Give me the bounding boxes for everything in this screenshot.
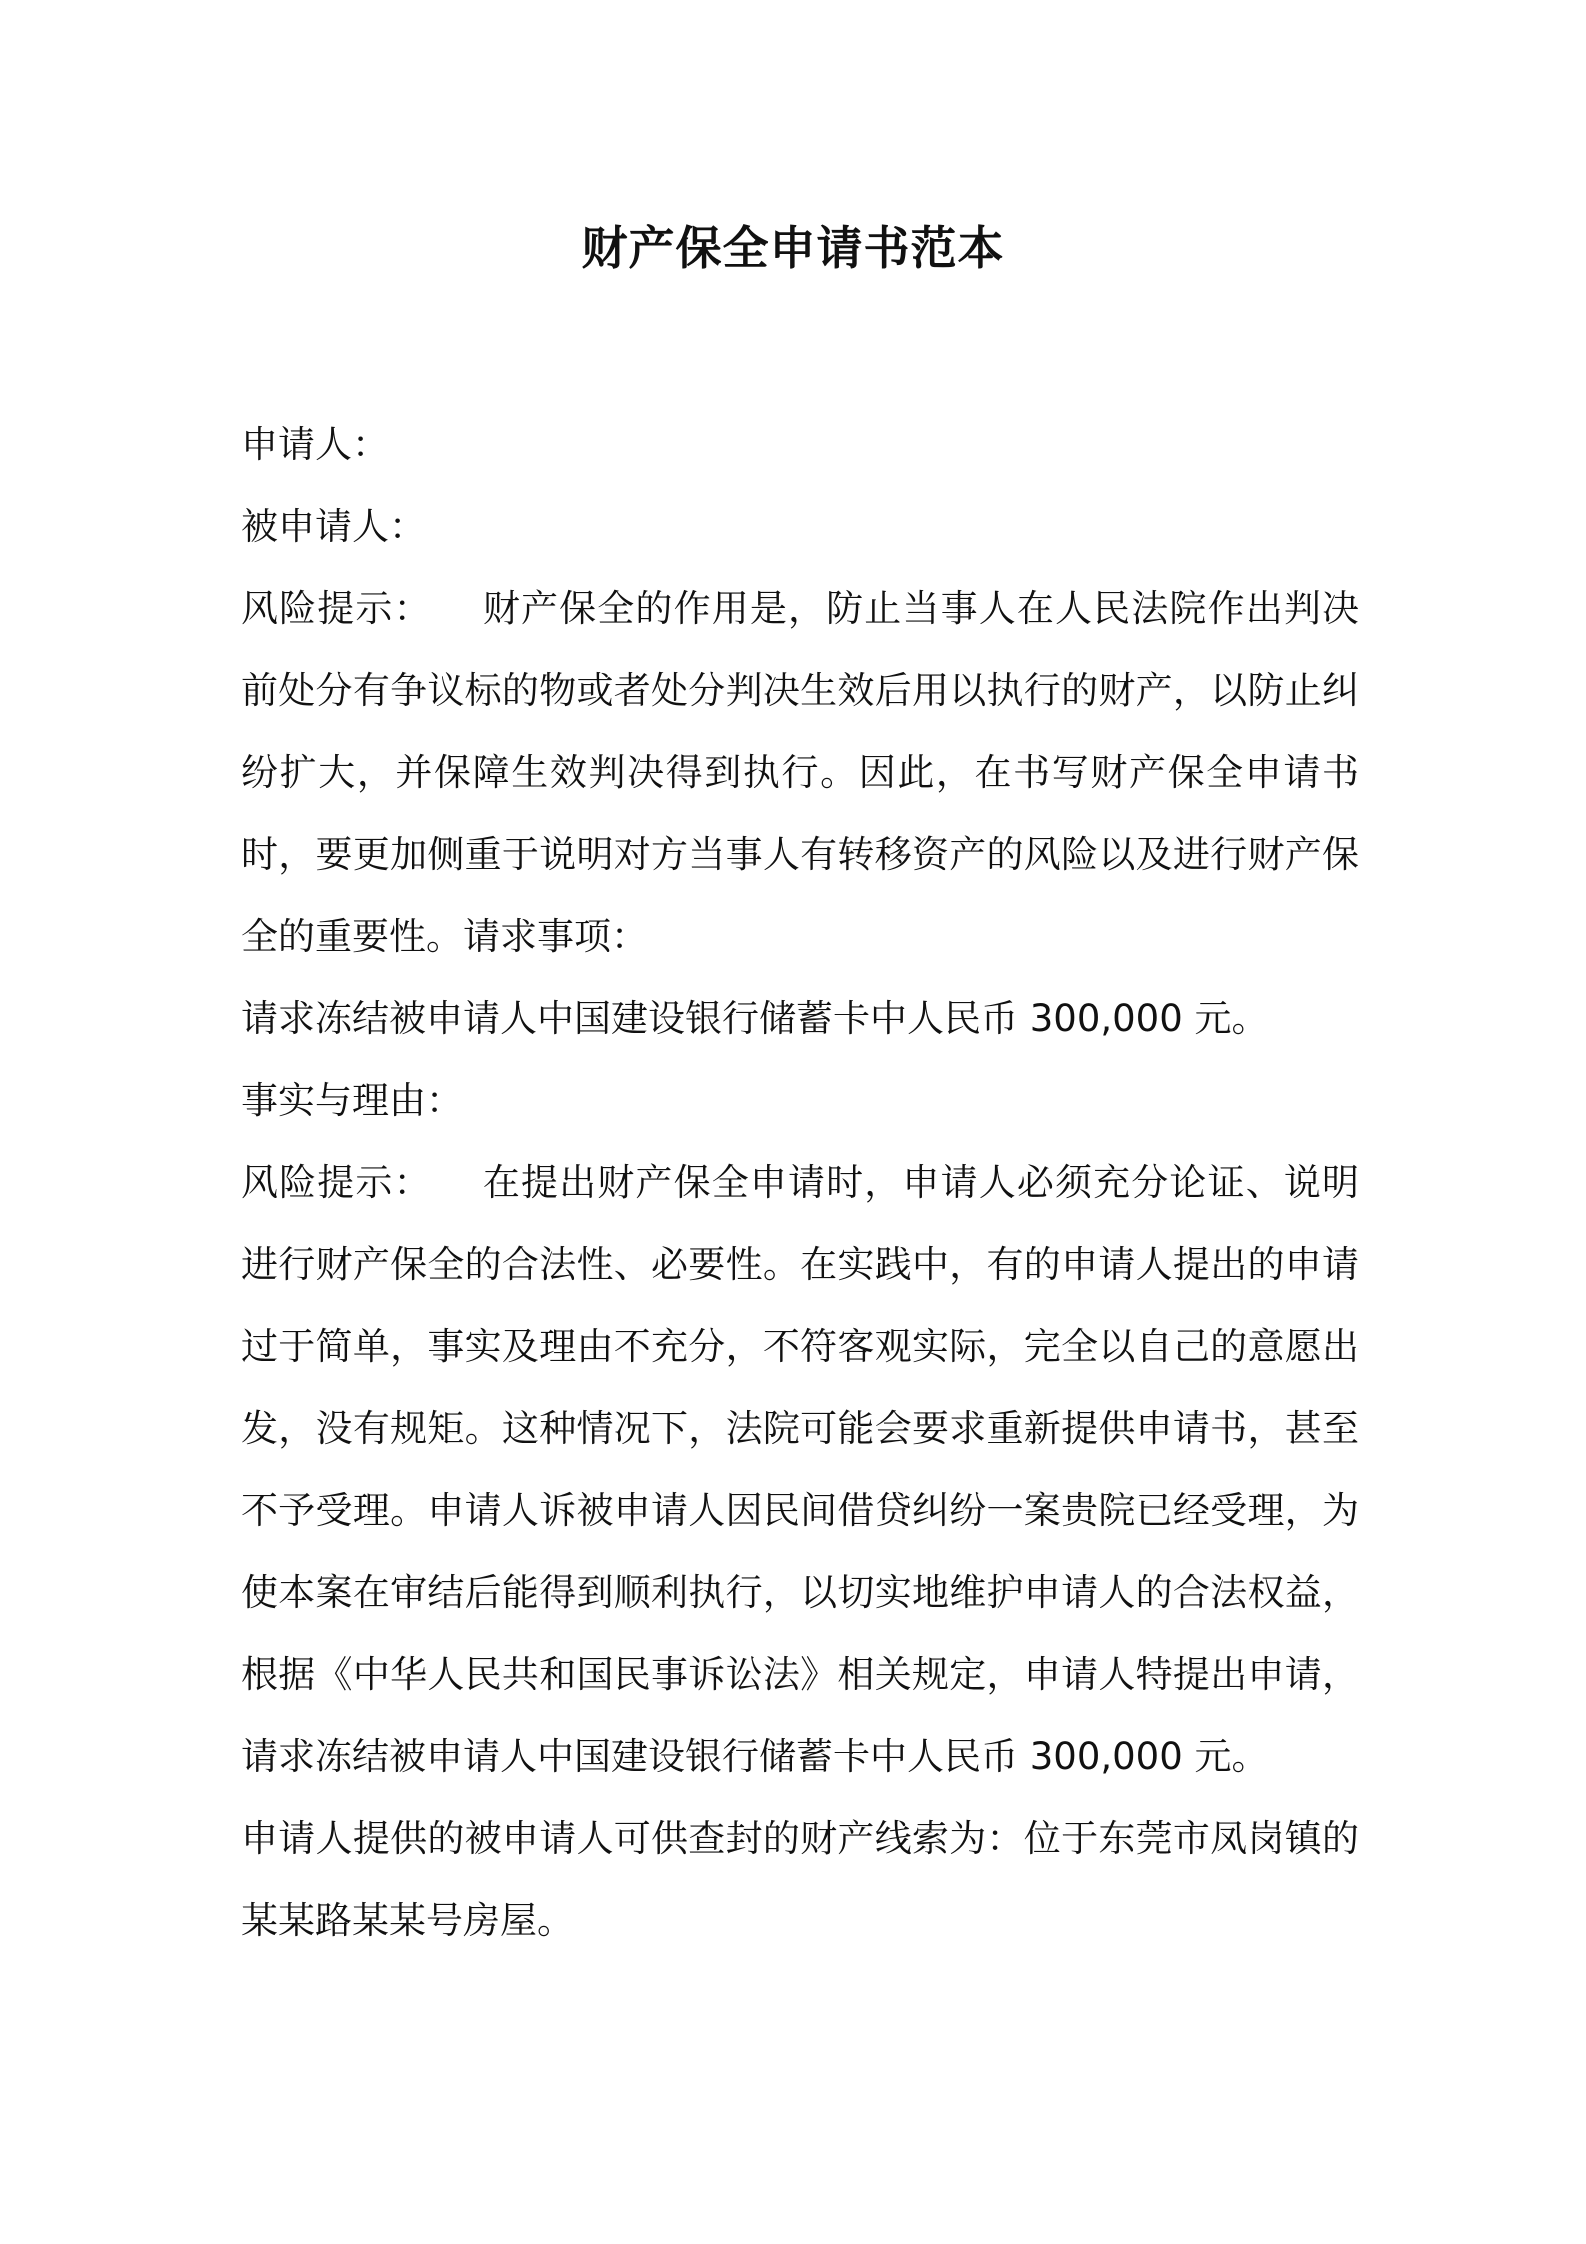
facts-heading [241,1060,1359,1142]
applicant-label: 申请人： [241,423,389,466]
risk-notice-label: 风险提示： [241,1161,432,1204]
property-clue-text: 申请人提供的被申请人可供查封的财产线索为：位于东莞市凤岗镇的某某路某某号房屋。 [241,1817,1359,1942]
risk-notice-label: 风险提示： [241,587,432,630]
document-title: 财产保全申请书范本 [581,221,1005,275]
request-item-text: 请求冻结被申请人中国建设银行储蓄卡中人民币 300,000 元。 [241,997,1269,1040]
respondent-line [241,486,1359,568]
request-item-paragraph [241,978,1359,1060]
risk-notice-text: 财产保全的作用是，防止当事人在人民法院作出判决前处分有争议标的物或者处分判决生效后用以执行的财产，以防止纠纷扩大，并保障生效判决得到执行。因此，在书写财产保全申请书时，要更加侧重于说明对方当事人有转移资产的风险以及进行财产保全的重要性。请求事项： [241,587,1360,958]
risk-notice-text: 在提出财产保全申请时，申请人必须充分论证、说明进行财产保全的合法性、必要性。在实践中，有的申请人提出的申请过于简单，事实及理由不充分，不符客观实际，完全以自己的意愿出发，没有规矩。这种情况下，法院可能会要求重新提供申请书，甚至不予受理。申请人诉被申请人因民间借贷纠纷一案贵院已经受理，为使本案在审结后能得到顺利执行，以切实地维护申请人的合法权益，根据《中华人民共和国民事诉讼法》相关规定，申请人特提出申请，请求冻结被申请人中国建设银行储蓄卡中人民币 300,000 元。 [241,1161,1360,1778]
document-body [241,404,1359,1962]
risk-notice-paragraph-2 [241,1142,1359,1798]
respondent-label: 被申请人： [241,505,426,548]
property-clue-paragraph [241,1798,1359,1962]
risk-notice-paragraph-1 [241,568,1359,978]
applicant-line [241,404,1359,486]
facts-heading-text: 事实与理由： [241,1079,463,1122]
